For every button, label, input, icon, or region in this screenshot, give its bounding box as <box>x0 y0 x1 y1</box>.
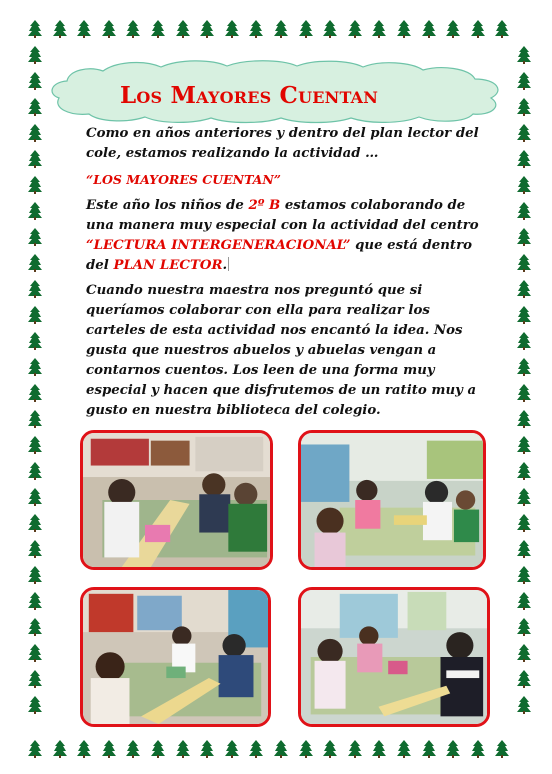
tree-icon <box>28 462 42 480</box>
classroom-photo <box>80 430 273 570</box>
tree-icon <box>397 740 411 758</box>
tree-icon <box>446 740 460 758</box>
tree-icon <box>102 20 116 38</box>
tree-icon <box>249 740 263 758</box>
tree-icon <box>249 20 263 38</box>
tree-icon <box>517 306 531 324</box>
tree-icon <box>517 384 531 402</box>
tree-icon <box>28 150 42 168</box>
tree-icon <box>517 176 531 194</box>
tree-icon <box>517 358 531 376</box>
text-cursor <box>228 257 229 271</box>
tree-icon <box>517 696 531 714</box>
tree-icon <box>126 20 140 38</box>
collaboration-paragraph <box>86 196 486 276</box>
classroom-photo <box>80 587 271 727</box>
tree-icon <box>517 462 531 480</box>
tree-icon <box>348 20 362 38</box>
tree-icon <box>372 740 386 758</box>
tree-icon <box>422 740 436 758</box>
paragraph-text: Este año los niños de <box>86 198 249 213</box>
tree-icon <box>28 540 42 558</box>
tree-icon <box>53 740 67 758</box>
tree-icon <box>517 592 531 610</box>
paragraph-text: que está dentro del <box>86 238 472 273</box>
tree-icon <box>299 740 313 758</box>
tree-icon <box>28 488 42 506</box>
tree-icon <box>126 740 140 758</box>
tree-icon <box>517 150 531 168</box>
paragraph-text: . <box>222 258 228 273</box>
tree-icon <box>28 592 42 610</box>
tree-icon <box>323 20 337 38</box>
tree-icon <box>225 740 239 758</box>
classroom-photo <box>298 587 490 727</box>
classroom-photo <box>298 430 486 570</box>
tree-icon <box>517 488 531 506</box>
tree-icon <box>53 20 67 38</box>
tree-icon <box>517 436 531 454</box>
paragraph-text: estamos colaborando de una manera muy especial con la actividad del centro <box>86 198 479 233</box>
tree-icon <box>176 740 190 758</box>
story-paragraph: Cuando nuestra maestra nos preguntó que si queríamos colaborar con ella para realizar los carteles de esta actividad nos encantó la idea. Nos gusta que nuestros abuelos y abuelas vengan a contarnos cuentos. Los leen de una forma muy especial y hacen que disfrutemos de un ratito muy a gusto en nuestra biblioteca del colegio. <box>86 283 477 418</box>
tree-icon <box>517 410 531 428</box>
tree-icon <box>28 254 42 272</box>
tree-icon <box>446 20 460 38</box>
program-name: “LECTURA INTERGENERACIONAL” <box>86 238 351 253</box>
tree-icon <box>517 540 531 558</box>
tree-icon <box>102 740 116 758</box>
tree-icon <box>28 410 42 428</box>
tree-icon <box>299 20 313 38</box>
tree-icon <box>517 46 531 64</box>
tree-icon <box>28 384 42 402</box>
tree-icon <box>28 618 42 636</box>
tree-icon <box>517 644 531 662</box>
tree-icon <box>422 20 436 38</box>
tree-icon <box>28 46 42 64</box>
intro-paragraph: Como en años anteriores y dentro del plan lector del cole, estamos realizando la actividad … <box>86 126 479 161</box>
tree-icon <box>151 740 165 758</box>
tree-icon <box>517 670 531 688</box>
tree-icon <box>517 124 531 142</box>
tree-icon <box>28 332 42 350</box>
tree-icon <box>517 228 531 246</box>
tree-icon <box>28 280 42 298</box>
tree-icon <box>471 20 485 38</box>
tree-icon <box>28 358 42 376</box>
tree-icon <box>517 98 531 116</box>
tree-icon <box>495 740 509 758</box>
tree-icon <box>28 514 42 532</box>
tree-icon <box>28 228 42 246</box>
tree-icon <box>28 202 42 220</box>
tree-icon <box>28 98 42 116</box>
tree-icon <box>517 332 531 350</box>
tree-icon <box>517 280 531 298</box>
tree-icon <box>28 72 42 90</box>
tree-icon <box>471 740 485 758</box>
tree-icon <box>28 696 42 714</box>
tree-icon <box>28 436 42 454</box>
tree-icon <box>28 306 42 324</box>
tree-icon <box>200 20 214 38</box>
tree-icon <box>77 740 91 758</box>
tree-icon <box>517 514 531 532</box>
page-title: Los Mayores Cuentan <box>120 82 379 109</box>
tree-icon <box>28 566 42 584</box>
tree-icon <box>28 740 42 758</box>
tree-icon <box>28 644 42 662</box>
tree-icon <box>28 20 42 38</box>
tree-icon <box>517 254 531 272</box>
tree-icon <box>77 20 91 38</box>
tree-icon <box>200 740 214 758</box>
tree-icon <box>517 566 531 584</box>
tree-icon <box>176 20 190 38</box>
tree-icon <box>274 20 288 38</box>
tree-icon <box>517 72 531 90</box>
tree-icon <box>495 20 509 38</box>
class-name: 2º B <box>248 198 281 213</box>
tree-icon <box>517 202 531 220</box>
tree-icon <box>372 20 386 38</box>
tree-icon <box>348 740 362 758</box>
tree-icon <box>151 20 165 38</box>
tree-icon <box>28 670 42 688</box>
tree-icon <box>397 20 411 38</box>
tree-icon <box>225 20 239 38</box>
tree-icon <box>28 176 42 194</box>
tree-icon <box>517 618 531 636</box>
tree-icon <box>28 124 42 142</box>
tree-icon <box>274 740 288 758</box>
plan-name: PLAN LECTOR <box>113 258 223 273</box>
activity-name: “LOS MAYORES CUENTAN” <box>86 172 282 187</box>
tree-icon <box>323 740 337 758</box>
